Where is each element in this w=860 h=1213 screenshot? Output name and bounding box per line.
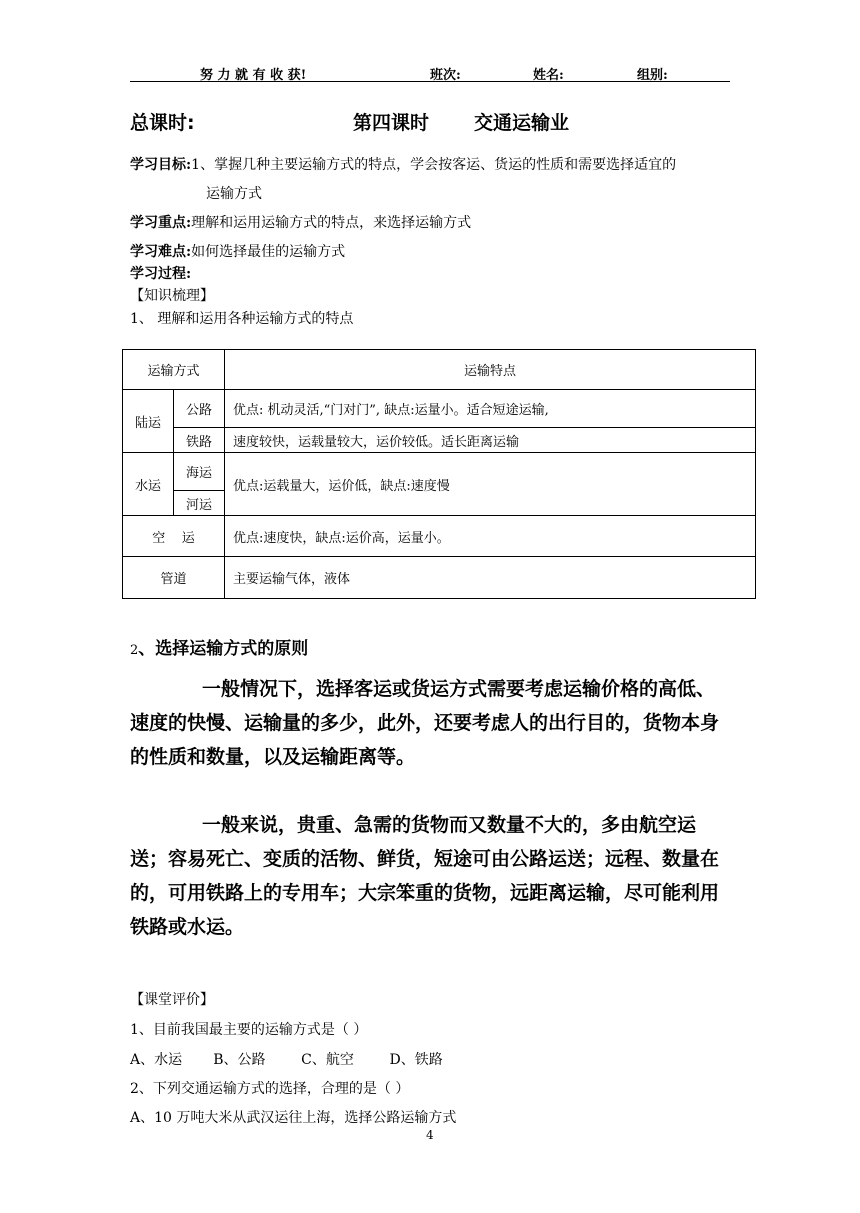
air-feature-cell: 优点:速度快，缺点:运价高，运量小。: [225, 516, 756, 557]
difficulty-label: 学习难点:: [130, 244, 192, 260]
goal-text-2: 运输方式: [206, 186, 262, 202]
road-feature-cell: 优点: 机动灵活,“门对门”, 缺点:运量小。适合短途运输,: [225, 390, 756, 428]
topic-title: 交通运输业: [474, 112, 570, 134]
page-number: 4: [426, 1128, 434, 1142]
lesson-title: 第四课时: [353, 112, 430, 134]
section2-heading: [130, 634, 308, 659]
col-mode-header: 运输方式: [123, 350, 225, 390]
principle-paragraph-1: 一般情况下，选择客运或货运方式需要考虑运输价格的高低、速度的快慢、运输量的多少，此外，还要考虑人的出行目的，货物本身的性质和数量，以及运输距离等。: [130, 678, 720, 768]
pipe-feature-cell: 主要运输气体，液体: [225, 557, 756, 599]
road-cell: 公路: [174, 390, 225, 428]
principle-paragraph-2: 一般来说，贵重、急需的货物而又数量不大的，多由航空运送；容易死亡、变质的活物、鲜货，短途可由公路运送；远程、数量在的，可用铁路上的专用车；大宗笨重的货物，远距离运输，尽可能利用铁路或水运。: [130, 814, 720, 938]
air-cell: 空 运: [123, 516, 225, 557]
key-text: 理解和运用运输方式的特点，来选择运输方式: [191, 215, 472, 231]
goals-line-1: [130, 154, 676, 174]
total-hours-label: 总课时:: [130, 112, 195, 134]
key-label: 学习重点:: [130, 215, 192, 231]
difficulty-line: [130, 241, 345, 261]
transport-table: [122, 349, 756, 599]
question-1: 1、目前我国最主要的运输方式是（ ）: [130, 1022, 368, 1038]
section2-title: 、选择运输方式的原则: [138, 639, 309, 659]
question-2-option-a: A、10 万吨大米从武汉运往上海，选择公路运输方式: [130, 1110, 457, 1126]
key-line: [130, 212, 471, 232]
question-2: 2、下列交通运输方式的选择，合理的是（ ）: [130, 1081, 410, 1097]
question-1-options: A、水运 B、公路 C、航空 D、铁路: [130, 1052, 443, 1068]
header-rule: [130, 81, 730, 82]
header-motto: 努 力 就 有 收 获!: [200, 68, 307, 83]
knowledge-point-1: 1、 理解和运用各种运输方式的特点: [130, 311, 354, 327]
header-group-label: 组别:: [637, 68, 668, 83]
process-label: 学习过程:: [130, 266, 192, 282]
evaluation-heading: 【课堂评价】: [130, 992, 214, 1008]
rail-feature-cell: 速度较快，运载量较大，运价较低。适长距离运输: [225, 428, 756, 453]
header-class-label: 班次:: [430, 68, 461, 83]
river-cell: 河运: [174, 491, 225, 516]
difficulty-text: 如何选择最佳的运输方式: [191, 244, 346, 260]
col-feature-header: 运输特点: [225, 350, 756, 390]
header-name-label: 姓名:: [533, 68, 564, 83]
water-cell: 水运: [123, 453, 174, 516]
pipe-cell: 管道: [123, 557, 225, 599]
knowledge-heading: 【知识梳理】: [130, 288, 214, 304]
water-feature-cell: 优点:运载量大，运价低，缺点:速度慢: [225, 453, 756, 516]
land-cell: 陆运: [123, 390, 174, 453]
section2-num: 2: [130, 643, 139, 658]
sea-cell: 海运: [174, 453, 225, 491]
rail-cell: 铁路: [174, 428, 225, 453]
goal-text-1: 1、掌握几种主要运输方式的特点，学会按客运、货运的性质和需要选择适宜的: [191, 157, 677, 173]
goal-label: 学习目标:: [130, 157, 192, 173]
